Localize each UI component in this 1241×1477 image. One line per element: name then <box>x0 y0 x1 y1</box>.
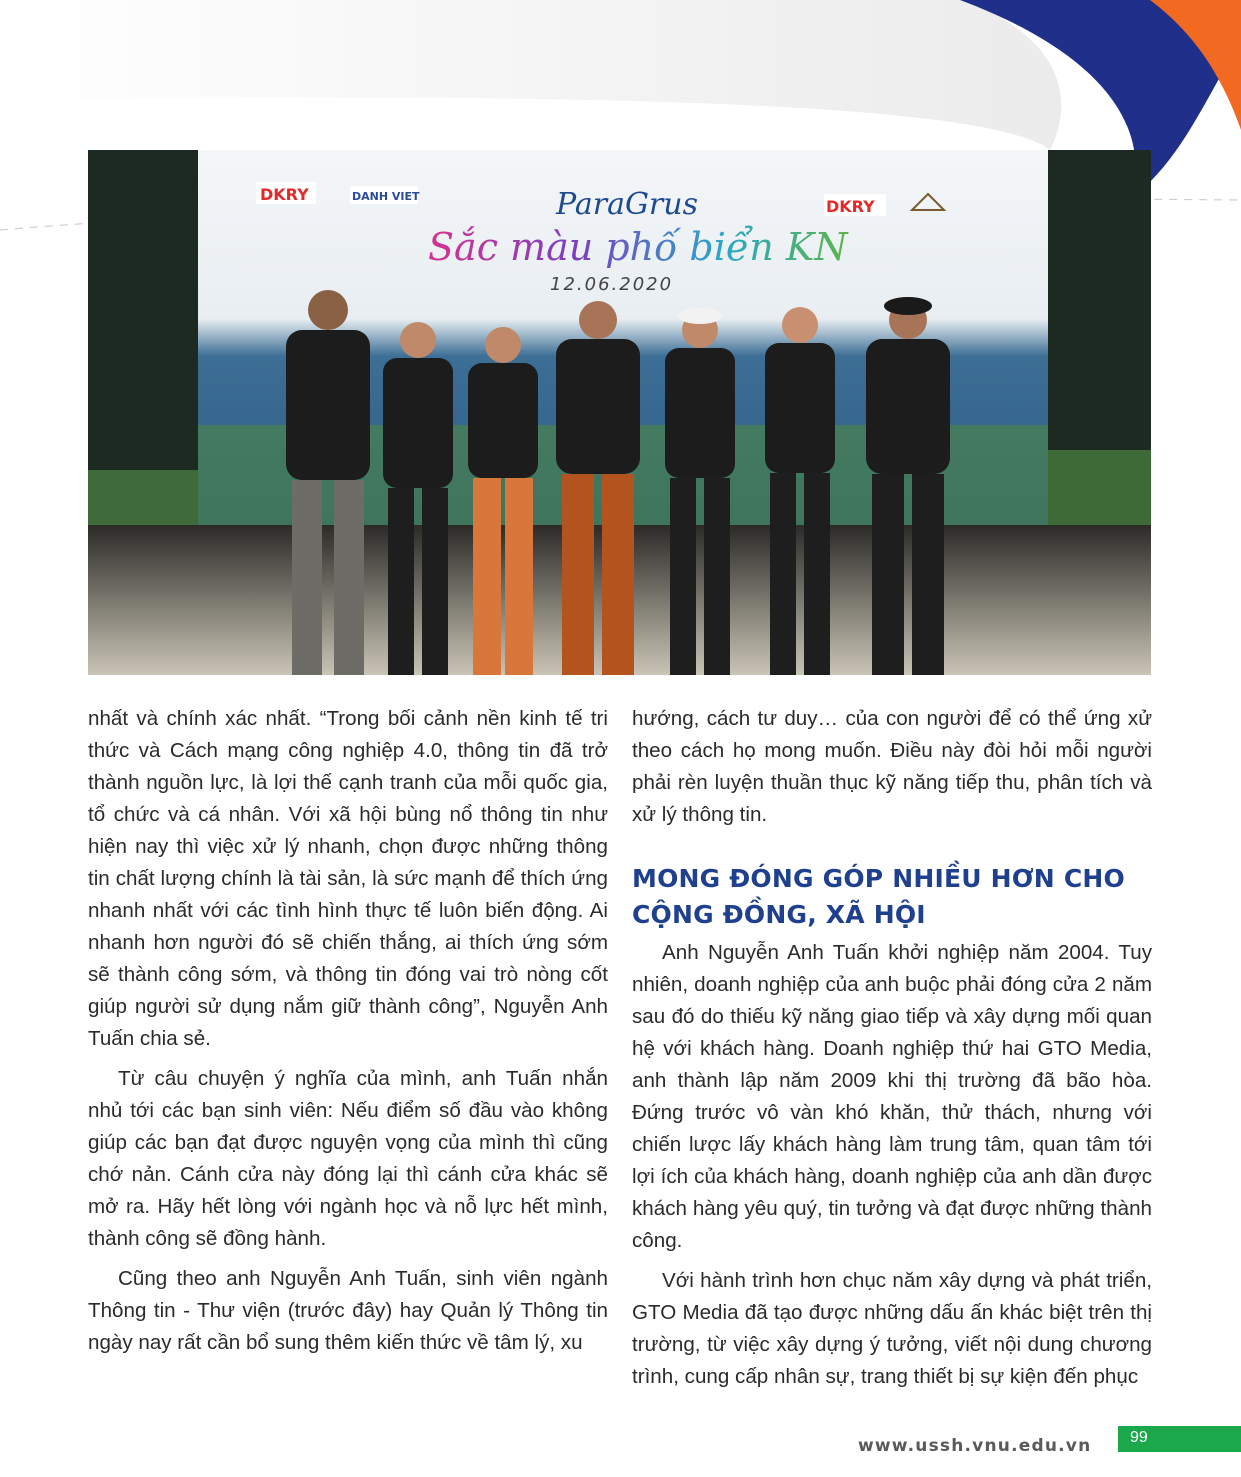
article-right-column <box>632 703 1152 1401</box>
paragraph: Với hành trình hơn chục năm xây dựng và phát triển, GTO Media đã tạo được những dấu ấn khác biệt trên thị trường, từ việc xây dựng ý tưởng, viết nội dung chương trình, cung cấp nhân sự, trang thiết bị sự kiện đến phục <box>632 1269 1152 1388</box>
section-heading-line-1: MONG ĐÓNG GÓP NHIỀU HƠN CHO <box>632 864 1125 893</box>
sponsor-logo-right-1: DKRY <box>826 197 875 216</box>
screen-event-date: 12.06.2020 <box>550 274 674 295</box>
event-photo <box>88 150 1151 675</box>
paragraph: nhất và chính xác nhất. “Trong bối cảnh nền kinh tế tri thức và Cách mạng công nghiệp 4.0, thông tin đã trở thành nguồn lực, là lợi thế cạnh tranh của mỗi quốc gia, tổ chức và cá nhân. Với xã hội bùng nổ thông tin như hiện nay thì việc xử lý nhanh, chọn được những thông tin chất lượng chính là tài sản, là sức mạnh để thích ứng nhanh nhất với các tình hình thực tế luôn biến động. Ai nhanh hơn người đó sẽ chiến thắng, ai thích ứng sớm sẽ thành công sớm, và thông tin đóng vai trò nòng cốt giúp người sử dụng nắm giữ thành công”, Nguyễn Anh Tuấn chia sẻ. <box>88 707 608 1050</box>
page-number-tab <box>1118 1426 1241 1452</box>
page-number: 99 <box>1130 1429 1148 1446</box>
screen-event-title: Sắc màu phố biển KN <box>428 225 848 269</box>
paragraph: Anh Nguyễn Anh Tuấn khởi nghiệp năm 2004. Tuy nhiên, doanh nghiệp của anh buộc phải đóng cửa 2 năm sau đó do thiếu kỹ năng giao tiếp và xây dựng mối quan hệ với khách hàng. Doanh nghiệp thứ hai GTO Media, anh thành lập năm 2009 khi thị trường đã bão hòa. Đứng trước vô vàn khó khăn, thử thách, nhưng với chiến lược lấy khách hàng làm trung tâm, quan tâm tới lợi ích của khách hàng, doanh nghiệp của anh dần được khách hàng yêu quý, tin tưởng và đạt được những thành công. <box>632 941 1152 1252</box>
footer-website-url: www.ussh.vnu.edu.vn <box>858 1436 1092 1456</box>
paragraph: hướng, cách tư duy… của con người để có thể ứng xử theo cách họ mong muốn. Điều này đòi hỏi mỗi người phải rèn luyện thuần thục kỹ năng tiếp thu, phân tích và xử lý thông tin. <box>632 707 1152 826</box>
sponsor-logo-left-1: DKRY <box>260 185 309 204</box>
section-heading <box>632 861 1152 933</box>
article-left-column <box>88 703 608 1367</box>
paragraph: Cũng theo anh Nguyễn Anh Tuấn, sinh viên ngành Thông tin - Thư viện (trước đây) hay Quản lý Thông tin ngày nay rất cần bổ sung thêm kiến thức về tâm lý, xu <box>88 1267 608 1354</box>
screen-brand: ParaGrus <box>556 187 698 222</box>
section-heading-line-2: CỘNG ĐỒNG, XÃ HỘI <box>632 900 926 929</box>
sponsor-logo-left-2: DANH VIET <box>352 190 420 203</box>
paragraph: Từ câu chuyện ý nghĩa của mình, anh Tuấn nhắn nhủ tới các bạn sinh viên: Nếu điểm số đầu vào không giúp các bạn đạt được nguyện vọng của mình thì cũng chớ nản. Cánh cửa này đóng lại thì cánh cửa khác sẽ mở ra. Hãy hết lòng với ngành học và nỗ lực hết mình, thành công sẽ đồng hành. <box>88 1067 608 1250</box>
